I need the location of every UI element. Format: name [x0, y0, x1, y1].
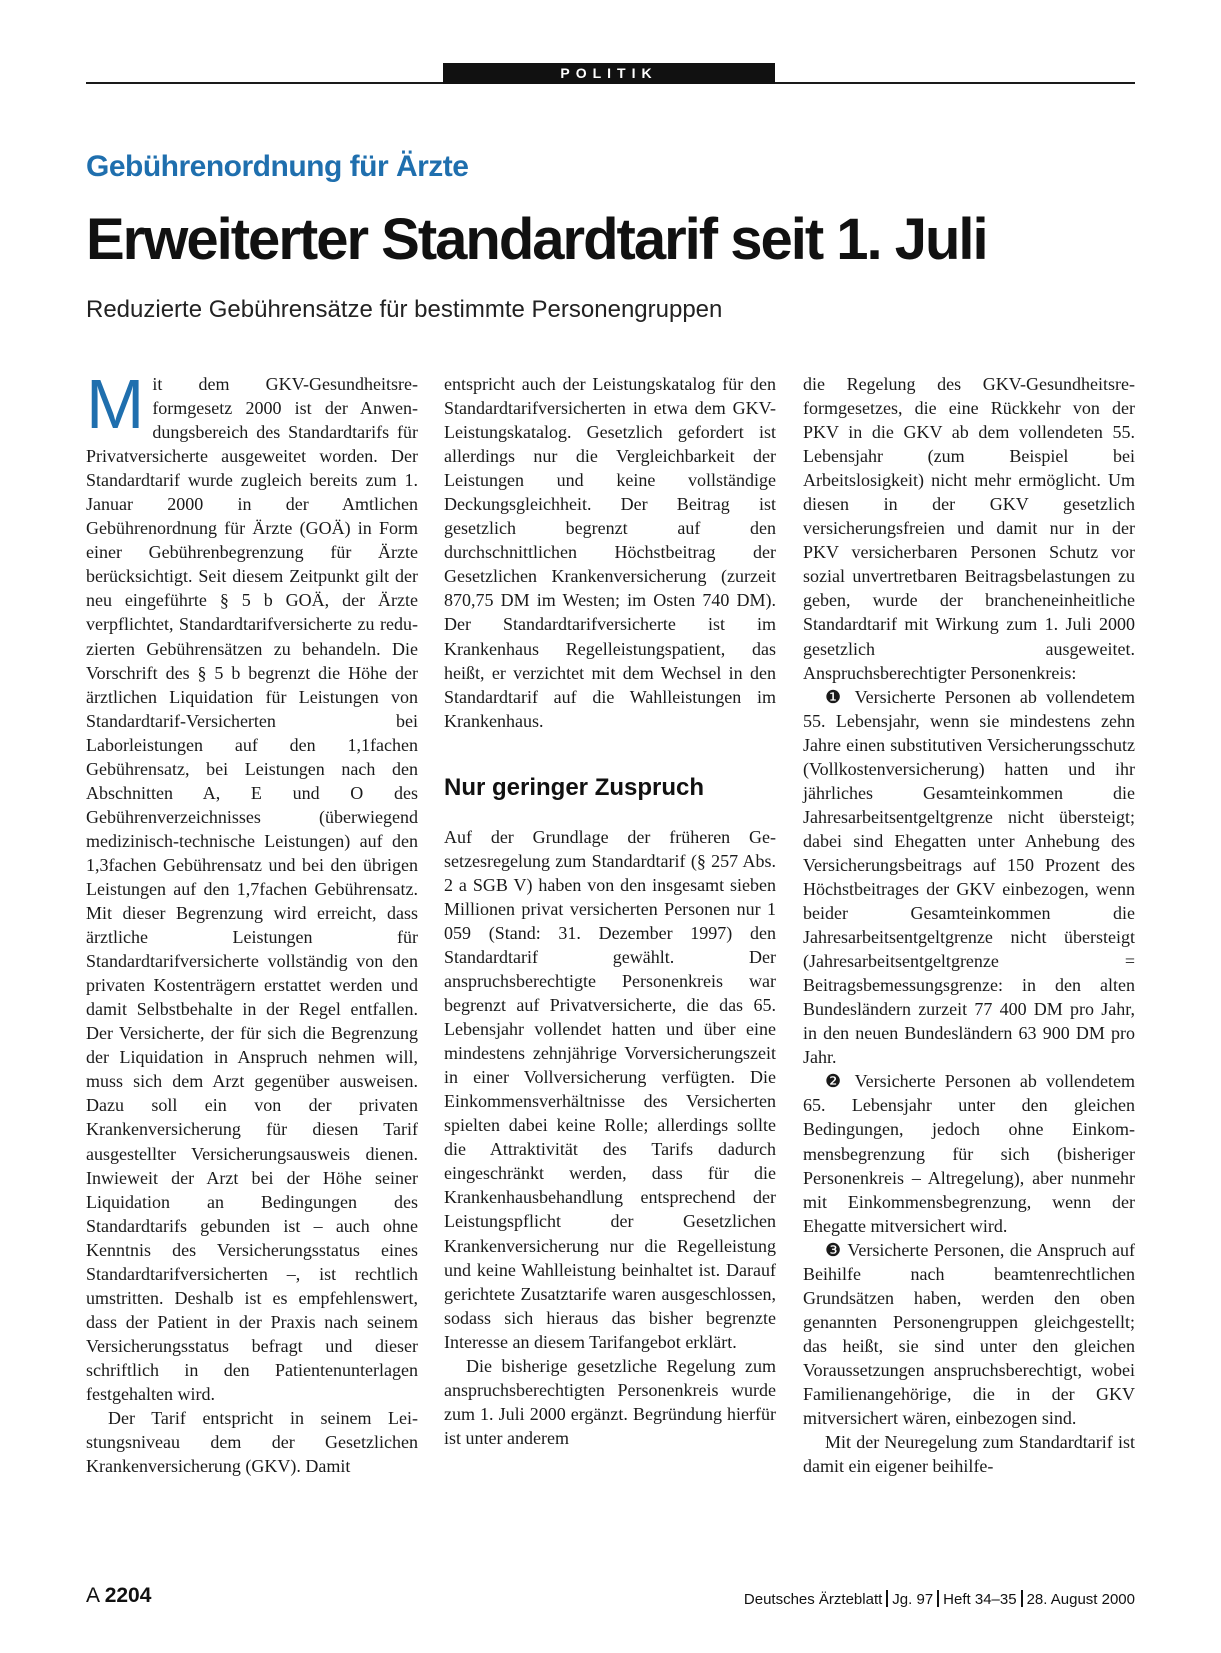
page-number-value: 2204: [104, 1584, 152, 1607]
journal-volume: Jg. 97: [892, 1591, 934, 1608]
text-column-3: [803, 372, 1135, 1478]
page-number: [86, 1584, 151, 1608]
paragraph: it dem GKV-Gesundheitsreformgesetz 2000 ist der Anwendungsbereich des Standardtarifs für Privatversicherte ausgeweitet worden. Der Standardtarif wurde zugleich bereits zum 1. Januar 2000 in der Amtlichen Gebührenordnung für Ärzte (GOÄ) in Form einer Gebührenbegrenzung für Ärzte berücksichtigt. Seit diesem Zeitpunkt gilt der neu eingeführte § 5 b GOÄ, der Ärzte verpflichtet, Standardtarifversicherte zu reduzierten Gebührensätzen zu behandeln. Die Vorschrift des § 5 b begrenzt die Höhe der ärztlichen Liquidation für Leistungen von Standardtarif-Versicherten bei Laborleistungen auf den 1,1fachen Gebührensatz, bei Leistungen nach den Abschnitten A, E und O des Gebührenverzeichnisses (überwiegend medizinisch-technische Leistungen) auf den 1,3fachen Gebührensatz und bei den übrigen Leistungen auf den 1,7fachen Gebührensatz. Mit dieser Begrenzung wird erreicht, dass ärztliche Leistungen für Standardtarifversicherte vollständig von den privaten Kostenträgern erstattet werden und damit Selbstbehalte in der Regel entfallen. Der Versicherte, der für sich die Begrenzung der Liquidation in Anspruch nehmen will, muss sich dem Arzt gegenüber ausweisen. Dazu soll ein von der privaten Krankenversicherung für diesen Tarif ausgestellter Versicherungsausweis dienen. Inwieweit der Arzt bei der Höhe seiner Liquidation an Bedingungen des Standardtarifs gebunden ist – auch ohne Kenntnis des Versicherungsstatus eines Standardtarifversicherten –, ist rechtlich umstritten. Deshalb ist es empfehlenswert, dass der Patient in der Praxis nach seinem Versicherungsstatus befragt und dieser schriftlich in den Patientenunterlagen festgehalten wird.: [86, 374, 418, 1404]
paragraph: Die bisherige gesetzliche Regelung zum anspruchsberechtigten Personenkreis wurde zum 1. Juli 2000 ergänzt. Begründung hierfür ist unter anderem: [444, 1355, 776, 1448]
text-column-2: [444, 372, 776, 1450]
paragraph: Auf der Grundlage der früheren Gesetzesregelung zum Standardtarif (§ 257 Abs. 2 a SGB V) haben von den insgesamt sieben Millionen privat versicherten Personen nur 1 059 (Stand: 31. Dezember 1997) den Standardtarif gewählt. Der anspruchsberechtigte Personenkreis war begrenzt auf Privatversicherte, die das 65. Lebensjahr vollendet hatten und über eine mindestens zehnjährige Vorversicherungszeit in einer Vollversicherung verfügten. Die Einkommensverhältnisse des Versicherten spielten dabei keine Rolle; allerdings sollte die Attraktivität des Tarifs dadurch eingeschränkt werden, dass für die Krankenhausbehandlung entsprechend der Leistungspflicht der Gesetzlichen Krankenversicherung nur die Regelleistung und keine Wahlleistung beinhaltet ist. Darauf gerichtete Zusatztarife waren ausgeschlossen, sodass sich hieraus das bisher begrenzte Interesse an diesem Tarifangebot erklärt.: [444, 826, 776, 1352]
text-column-1: [86, 365, 418, 1478]
article-subheadline: Reduzierte Gebührensätze für bestimmte Personengruppen: [86, 296, 723, 323]
paragraph: Mit der Neuregelung zum Standardtarif ist damit ein eigener beihilfe-: [803, 1432, 1135, 1477]
list-item: ❶ Versicherte Personen ab vollendetem 55. Lebensjahr, wenn sie mindestens zehn Jahre einen substitutiven Versicherungsschutz (Vollkostenversicherung) hatten und ihr jährliches Gesamteinkommen die Jahresarbeitsentgeltgrenze nicht übersteigt; dabei sind Ehegatten unter Anhebung des Versicherungsbeitrags auf 150 Prozent des Höchstbeitrages der GKV einbezogen, wenn beider Gesamteinkommen die Jahresarbeitsentgeltgrenze nicht übersteigt (Jahresarbeitsentgeltgrenze = Beitragsbemessungsgrenze: in den alten Bundesländern zurzeit 77 400 DM pro Jahr, in den neuen Bundesländern 63 900 DM pro Jahr.: [803, 686, 1135, 1068]
paragraph: entspricht auch der Leistungskatalog für den Standardtarifversicherten in etwa dem GKV-Leistungskatalog. Gesetzlich gefordert ist allerdings nur die Vergleichbarkeit der Leistungen und keine vollständige Deckungsgleichheit. Der Beitrag ist gesetzlich begrenzt auf den durchschnittlichen Höchstbeitrag der Gesetzlichen Krankenversicherung (zurzeit 870,75 DM im Westen; im Osten 740 DM). Der Standardtarifversicherte ist im Krankenhaus Regelleistungspatient, das heißt, er verzichtet mit dem Wechsel in den Standardtarif auf die Wahlleistungen im Krankenhaus.: [444, 374, 776, 731]
separator: [1021, 1590, 1023, 1607]
page-prefix: A: [86, 1584, 99, 1607]
paragraph: Der Tarif entspricht in seinem Leistungsniveau dem der Gesetzlichen Krankenversicherung (GKV). Damit: [86, 1408, 418, 1477]
list-item: ❸ Versicherte Personen, die Anspruch auf Beihilfe nach beamtenrechtlichen Grundsätzen haben, werden den oben genannten Personengruppen gleichgestellt; das heißt, sie sind unter den gleichen Voraussetzungen anspruchsberechtigt, wobei Familienangehörige, die in der GKV mitversichert wären, einbezogen sind.: [803, 1239, 1135, 1429]
article-headline: Erweiterter Standardtarif seit 1. Juli: [86, 207, 987, 272]
journal-name: Deutsches Ärzteblatt: [743, 1591, 883, 1608]
article-kicker: Gebührenordnung für Ärzte: [86, 150, 469, 183]
journal-date: 28. August 2000: [1026, 1591, 1135, 1608]
separator: [886, 1590, 888, 1607]
journal-citation: [744, 1590, 1135, 1608]
paragraph: die Regelung des GKV-Gesundheitsreformgesetzes, die eine Rückkehr von der PKV in die GKV ab dem vollendeten 55. Lebensjahr (zum Beispiel bei Arbeitslosigkeit) nicht mehr ermöglicht. Um diesen in der GKV gesetzlich versicherungsfreien und damit nur in der PKV versicherbaren Personen Schutz vor sozial unvertretbaren Beitragsbelastungen zu geben, wurde der brancheneinheitliche Standardtarif mit Wirkung zum 1. Juli 2000 gesetzlich ausgeweitet. Anspruchsberechtigter Personenkreis:: [803, 374, 1135, 683]
separator: [937, 1590, 939, 1607]
drop-cap: M: [86, 365, 145, 443]
section-subhead: Nur geringer Zuspruch: [444, 773, 705, 801]
journal-issue: Heft 34–35: [943, 1591, 1017, 1608]
list-item: ❷ Versicherte Personen ab vollendetem 65. Lebensjahr unter den gleichen Bedingungen, jedoch ohne Einkommensbegrenzung für sich (bisheriger Personenkreis – Altregelung), aber nunmehr mit Einkommensbegrenzung, wenn der Ehegatte mitversichert wird.: [803, 1071, 1135, 1236]
section-tag: POLITIK: [443, 63, 775, 84]
